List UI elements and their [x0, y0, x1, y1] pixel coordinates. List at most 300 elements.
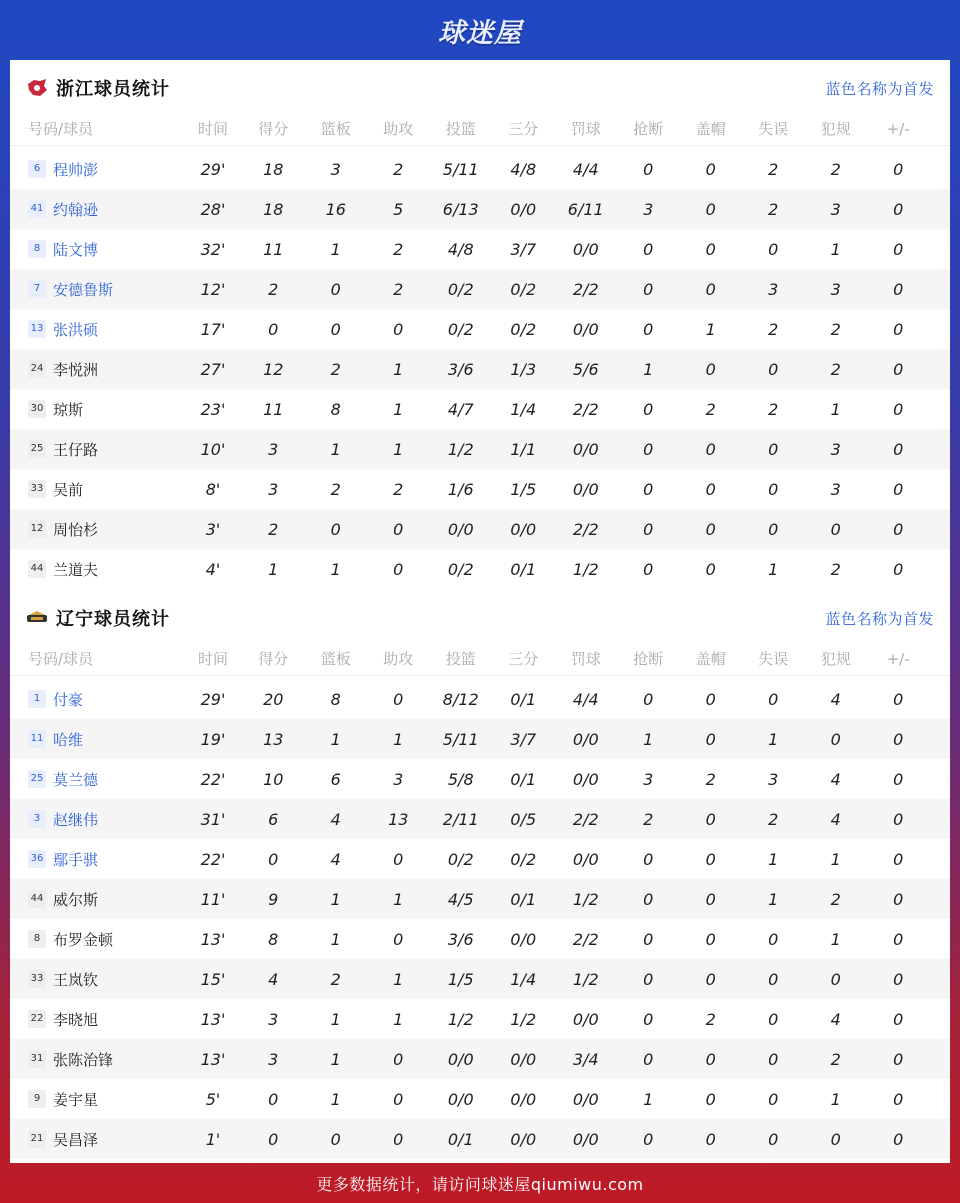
stat-tp: 0/5 — [510, 809, 537, 829]
stat-ft: 0/0 — [572, 319, 599, 339]
stat-blk: 0 — [705, 889, 716, 909]
stat-min: 31' — [200, 809, 226, 829]
stat-min: 13' — [200, 929, 226, 949]
player-cell — [10, 689, 184, 710]
column-header: +/- — [886, 119, 910, 138]
stat-reb: 0 — [330, 1129, 341, 1149]
stat-tp: 0/0 — [510, 929, 537, 949]
player-row — [10, 799, 950, 839]
stat-ast: 0 — [393, 929, 404, 949]
stat-tov: 0 — [768, 439, 779, 459]
stat-min: 17' — [200, 319, 226, 339]
column-header: 三分 — [508, 650, 539, 668]
column-header: 抢断 — [633, 120, 664, 138]
jersey-number: 33 — [28, 970, 46, 988]
stat-ft: 0/0 — [572, 1009, 599, 1029]
brand-logo: 球迷屋 — [438, 17, 522, 49]
stat-stl: 0 — [643, 439, 654, 459]
stat-ast: 1 — [393, 969, 404, 989]
stat-tov: 0 — [768, 1129, 779, 1149]
footer-banner — [0, 1163, 960, 1203]
stat-pm: 0 — [893, 319, 904, 339]
player-row — [10, 999, 950, 1039]
jersey-number: 44 — [28, 890, 46, 908]
stat-ast: 1 — [393, 399, 404, 419]
stat-stl: 0 — [643, 399, 654, 419]
stat-tov: 0 — [768, 1089, 779, 1109]
stat-fg: 4/7 — [447, 399, 474, 419]
jersey-number: 13 — [28, 320, 46, 338]
player-cell — [10, 479, 184, 500]
stat-pts: 1 — [268, 559, 279, 579]
stat-reb: 1 — [330, 439, 341, 459]
stat-pf: 1 — [830, 929, 841, 949]
column-header: 号码/球员 — [28, 120, 94, 138]
stat-fg: 3/6 — [447, 929, 474, 949]
player-row — [10, 469, 950, 509]
player-cell — [10, 769, 184, 790]
stat-pm: 0 — [893, 929, 904, 949]
stat-ast: 1 — [393, 359, 404, 379]
stat-pf: 2 — [830, 319, 841, 339]
stat-stl: 0 — [643, 849, 654, 869]
stat-pm: 0 — [893, 1049, 904, 1069]
stat-ast: 1 — [393, 1009, 404, 1029]
stat-ft: 3/4 — [572, 1049, 599, 1069]
stat-ft: 2/2 — [572, 809, 599, 829]
stat-reb: 16 — [325, 199, 346, 219]
stat-fg: 3/6 — [447, 359, 474, 379]
stat-stl: 0 — [643, 929, 654, 949]
jersey-number: 31 — [28, 1050, 46, 1068]
player-name[interactable]: 鄢手骐 — [53, 850, 99, 869]
stat-pts: 18 — [263, 199, 284, 219]
stat-tov: 0 — [768, 689, 779, 709]
player-row — [10, 839, 950, 879]
stat-reb: 8 — [330, 399, 341, 419]
stat-pts: 8 — [268, 929, 279, 949]
stat-pf: 2 — [830, 1049, 841, 1069]
column-header: 投篮 — [445, 120, 476, 138]
stat-pts: 9 — [268, 889, 279, 909]
player-cell — [10, 319, 184, 340]
stat-min: 12' — [200, 279, 226, 299]
player-row — [10, 1119, 950, 1159]
stat-ast: 13 — [388, 809, 409, 829]
stat-tov: 0 — [768, 519, 779, 539]
player-cell — [10, 1049, 184, 1070]
column-header: 号码/球员 — [28, 650, 94, 668]
stat-pm: 0 — [893, 519, 904, 539]
player-row — [10, 1079, 950, 1119]
jersey-number: 30 — [28, 400, 46, 418]
stat-fg: 0/2 — [447, 559, 474, 579]
player-row — [10, 309, 950, 349]
player-cell — [10, 1129, 184, 1150]
jersey-number: 11 — [28, 730, 46, 748]
stat-reb: 1 — [330, 239, 341, 259]
stat-tov: 0 — [768, 1009, 779, 1029]
starter-legend: 蓝色名称为首发 — [825, 79, 934, 98]
stat-fg: 0/0 — [447, 1089, 474, 1109]
stat-pm: 0 — [893, 279, 904, 299]
player-name[interactable]: 约翰逊 — [53, 200, 99, 219]
jersey-number: 24 — [28, 360, 46, 378]
column-header: 失误 — [758, 650, 789, 668]
stat-min: 13' — [200, 1009, 226, 1029]
stat-reb: 1 — [330, 1089, 341, 1109]
stat-pm: 0 — [893, 769, 904, 789]
stat-pf: 4 — [830, 689, 841, 709]
stat-tov: 1 — [768, 559, 779, 579]
stat-min: 19' — [200, 729, 226, 749]
stat-pts: 0 — [268, 319, 279, 339]
stat-pts: 2 — [268, 279, 279, 299]
stat-reb: 6 — [330, 769, 341, 789]
stat-blk: 0 — [705, 1089, 716, 1109]
stat-ft: 0/0 — [572, 1089, 599, 1109]
stat-tov: 2 — [768, 159, 779, 179]
stat-stl: 0 — [643, 279, 654, 299]
stat-pts: 3 — [268, 1049, 279, 1069]
stat-min: 28' — [200, 199, 226, 219]
stat-ast: 1 — [393, 889, 404, 909]
stat-pm: 0 — [893, 239, 904, 259]
stat-blk: 0 — [705, 1129, 716, 1149]
stat-stl: 0 — [643, 479, 654, 499]
stat-min: 29' — [200, 159, 226, 179]
stat-tov: 0 — [768, 239, 779, 259]
stat-tp: 1/4 — [510, 399, 537, 419]
player-cell — [10, 159, 184, 180]
player-name[interactable]: 张洪硕 — [53, 320, 99, 339]
stat-ft: 6/11 — [567, 199, 604, 219]
player-name: 琼斯 — [53, 400, 84, 419]
column-header: 失误 — [758, 120, 789, 138]
player-name: 兰道夫 — [53, 560, 99, 579]
column-header: 三分 — [508, 120, 539, 138]
stat-ast: 0 — [393, 1129, 404, 1149]
jersey-number: 21 — [28, 1130, 46, 1148]
player-row — [10, 269, 950, 309]
player-cell — [10, 519, 184, 540]
stat-tp: 0/0 — [510, 1049, 537, 1069]
stat-pf: 2 — [830, 889, 841, 909]
player-name: 周怡杉 — [53, 520, 99, 539]
column-header: 罚球 — [570, 120, 601, 138]
player-cell — [10, 849, 184, 870]
stat-pm: 0 — [893, 1009, 904, 1029]
stat-ast: 5 — [393, 199, 404, 219]
column-header: 助攻 — [383, 650, 414, 668]
stat-pf: 3 — [830, 199, 841, 219]
zhejiang-team-icon — [26, 78, 48, 98]
stat-pf: 4 — [830, 809, 841, 829]
stat-pm: 0 — [893, 399, 904, 419]
stat-min: 3' — [205, 519, 221, 539]
stat-tov: 0 — [768, 969, 779, 989]
jersey-number: 8 — [28, 930, 46, 948]
stat-reb: 0 — [330, 319, 341, 339]
stat-tp: 0/1 — [510, 769, 537, 789]
stat-tov: 2 — [768, 809, 779, 829]
player-cell — [10, 1089, 184, 1110]
stat-fg: 1/5 — [447, 969, 474, 989]
stat-ft: 0/0 — [572, 1129, 599, 1149]
player-name[interactable]: 程帅澎 — [53, 160, 99, 179]
column-header: 盖帽 — [695, 120, 726, 138]
stat-tov: 0 — [768, 929, 779, 949]
footer-text: 更多数据统计，请访问球迷屋qiumiwu.com — [316, 1174, 644, 1194]
stat-ast: 2 — [393, 159, 404, 179]
player-row — [10, 229, 950, 269]
stat-tp: 1/1 — [510, 439, 537, 459]
player-name: 李晓旭 — [53, 1010, 99, 1029]
stat-blk: 0 — [705, 279, 716, 299]
stat-fg: 6/13 — [442, 199, 479, 219]
jersey-number: 25 — [28, 440, 46, 458]
stat-tp: 1/3 — [510, 359, 537, 379]
stat-min: 13' — [200, 1049, 226, 1069]
jersey-number: 8 — [28, 240, 46, 258]
team-header — [10, 590, 950, 646]
stat-ft: 1/2 — [572, 969, 599, 989]
stat-pf: 0 — [830, 969, 841, 989]
stat-blk: 0 — [705, 809, 716, 829]
player-row — [10, 919, 950, 959]
player-cell — [10, 279, 184, 300]
stat-ft: 0/0 — [572, 729, 599, 749]
stat-reb: 1 — [330, 1009, 341, 1029]
stat-pf: 2 — [830, 159, 841, 179]
player-name: 李悦洲 — [53, 360, 99, 379]
stat-fg: 4/5 — [447, 889, 474, 909]
stat-blk: 0 — [705, 519, 716, 539]
player-cell — [10, 1009, 184, 1030]
stat-pm: 0 — [893, 479, 904, 499]
stat-fg: 4/8 — [447, 239, 474, 259]
stat-min: 29' — [200, 689, 226, 709]
stat-ft: 0/0 — [572, 239, 599, 259]
jersey-number: 22 — [28, 1010, 46, 1028]
stat-blk: 0 — [705, 1049, 716, 1069]
player-cell — [10, 439, 184, 460]
stat-stl: 3 — [643, 769, 654, 789]
stat-pf: 3 — [830, 279, 841, 299]
column-header: 篮板 — [320, 650, 351, 668]
stat-pf: 4 — [830, 1009, 841, 1029]
stat-fg: 0/2 — [447, 319, 474, 339]
jersey-number: 12 — [28, 520, 46, 538]
stat-pf: 0 — [830, 519, 841, 539]
stat-min: 5' — [205, 1089, 221, 1109]
stat-pm: 0 — [893, 199, 904, 219]
player-row — [10, 189, 950, 229]
stat-ft: 0/0 — [572, 849, 599, 869]
stat-pts: 3 — [268, 479, 279, 499]
stat-fg: 0/0 — [447, 519, 474, 539]
stats-card — [10, 60, 950, 1163]
column-header: 时间 — [197, 650, 228, 668]
stat-pts: 10 — [263, 769, 284, 789]
stat-pf: 0 — [830, 729, 841, 749]
stat-min: 11' — [200, 889, 226, 909]
stat-ast: 0 — [393, 849, 404, 869]
stat-blk: 0 — [705, 849, 716, 869]
player-row — [10, 959, 950, 999]
stat-min: 8' — [205, 479, 221, 499]
column-header: +/- — [886, 649, 910, 668]
team-title: 浙江球员统计 — [56, 79, 170, 100]
stat-pts: 0 — [268, 849, 279, 869]
stat-min: 23' — [200, 399, 226, 419]
stat-pf: 1 — [830, 239, 841, 259]
player-name: 威尔斯 — [53, 890, 99, 909]
stat-blk: 0 — [705, 479, 716, 499]
stat-tp: 3/7 — [510, 239, 537, 259]
column-header: 篮板 — [320, 120, 351, 138]
stat-tp: 0/2 — [510, 319, 537, 339]
liaoning-team-icon — [26, 608, 48, 628]
stat-ast: 0 — [393, 689, 404, 709]
stat-blk: 0 — [705, 929, 716, 949]
stat-stl: 1 — [643, 729, 654, 749]
stat-reb: 1 — [330, 559, 341, 579]
stat-stl: 1 — [643, 1089, 654, 1109]
player-row — [10, 719, 950, 759]
stat-pm: 0 — [893, 159, 904, 179]
stat-ft: 0/0 — [572, 769, 599, 789]
jersey-number: 3 — [28, 810, 46, 828]
player-row — [10, 1039, 950, 1079]
stat-ast: 0 — [393, 319, 404, 339]
stat-pts: 18 — [263, 159, 284, 179]
stat-tp: 0/0 — [510, 519, 537, 539]
stat-fg: 1/2 — [447, 439, 474, 459]
stat-pm: 0 — [893, 1129, 904, 1149]
stat-stl: 0 — [643, 159, 654, 179]
stat-tov: 1 — [768, 889, 779, 909]
stat-stl: 0 — [643, 1049, 654, 1069]
stat-pm: 0 — [893, 849, 904, 869]
stat-tp: 0/1 — [510, 559, 537, 579]
jersey-number: 7 — [28, 280, 46, 298]
stat-ft: 1/2 — [572, 559, 599, 579]
player-name[interactable]: 陆文博 — [53, 240, 99, 259]
stat-fg: 0/2 — [447, 279, 474, 299]
stat-tov: 2 — [768, 399, 779, 419]
stat-pts: 3 — [268, 439, 279, 459]
stat-pts: 2 — [268, 519, 279, 539]
player-cell — [10, 399, 184, 420]
stat-tov: 0 — [768, 1049, 779, 1069]
stat-pf: 1 — [830, 849, 841, 869]
player-name[interactable]: 赵继伟 — [53, 810, 99, 829]
stat-reb: 0 — [330, 519, 341, 539]
stat-stl: 0 — [643, 1009, 654, 1029]
stat-ast: 3 — [393, 769, 404, 789]
stat-fg: 5/11 — [442, 159, 479, 179]
stat-tp: 0/2 — [510, 279, 537, 299]
jersey-number: 1 — [28, 690, 46, 708]
stat-tp: 0/1 — [510, 689, 537, 709]
stat-tov: 3 — [768, 769, 779, 789]
stat-tov: 0 — [768, 359, 779, 379]
stat-pf: 2 — [830, 559, 841, 579]
column-header: 投篮 — [445, 650, 476, 668]
stat-fg: 5/11 — [442, 729, 479, 749]
player-name[interactable]: 付豪 — [53, 690, 84, 709]
column-header: 罚球 — [570, 650, 601, 668]
player-row — [10, 389, 950, 429]
player-name[interactable]: 莫兰德 — [53, 770, 99, 789]
stat-ft: 2/2 — [572, 279, 599, 299]
stat-tov: 1 — [768, 849, 779, 869]
stat-tp: 0/0 — [510, 1089, 537, 1109]
stat-tp: 4/8 — [510, 159, 537, 179]
stat-ft: 0/0 — [572, 479, 599, 499]
player-name: 王岚钦 — [53, 970, 99, 989]
stat-min: 1' — [205, 1129, 221, 1149]
player-name: 姜宇星 — [53, 1090, 99, 1109]
player-cell — [10, 889, 184, 910]
stat-tov: 2 — [768, 199, 779, 219]
stat-blk: 0 — [705, 969, 716, 989]
player-cell — [10, 239, 184, 260]
stat-ast: 0 — [393, 1089, 404, 1109]
column-header: 助攻 — [383, 120, 414, 138]
stat-pts: 3 — [268, 1009, 279, 1029]
column-header-row — [10, 642, 950, 676]
stat-blk: 0 — [705, 199, 716, 219]
stat-tov: 3 — [768, 279, 779, 299]
stat-tp: 0/1 — [510, 889, 537, 909]
stat-pts: 11 — [263, 399, 284, 419]
stat-tp: 0/0 — [510, 1129, 537, 1149]
stat-pm: 0 — [893, 359, 904, 379]
stat-reb: 1 — [330, 889, 341, 909]
jersey-number: 41 — [28, 200, 46, 218]
stat-pf: 1 — [830, 399, 841, 419]
stat-min: 4' — [205, 559, 221, 579]
stat-pm: 0 — [893, 689, 904, 709]
stat-pf: 3 — [830, 439, 841, 459]
stat-reb: 1 — [330, 1049, 341, 1069]
stat-blk: 0 — [705, 159, 716, 179]
stat-reb: 1 — [330, 929, 341, 949]
stat-pf: 0 — [830, 1129, 841, 1149]
player-name: 张陈治锋 — [53, 1050, 114, 1069]
stat-blk: 2 — [705, 1009, 716, 1029]
stat-stl: 0 — [643, 319, 654, 339]
stat-fg: 0/2 — [447, 849, 474, 869]
stat-ast: 2 — [393, 279, 404, 299]
stat-blk: 0 — [705, 559, 716, 579]
stat-stl: 0 — [643, 239, 654, 259]
stat-blk: 1 — [705, 319, 716, 339]
player-name[interactable]: 哈维 — [53, 730, 84, 749]
column-header: 时间 — [197, 120, 228, 138]
stat-reb: 3 — [330, 159, 341, 179]
stat-pts: 20 — [263, 689, 284, 709]
stat-stl: 0 — [643, 559, 654, 579]
player-name[interactable]: 安德鲁斯 — [53, 280, 114, 299]
stat-pf: 3 — [830, 479, 841, 499]
stat-pf: 2 — [830, 359, 841, 379]
player-row — [10, 149, 950, 189]
player-row — [10, 759, 950, 799]
stat-reb: 8 — [330, 689, 341, 709]
